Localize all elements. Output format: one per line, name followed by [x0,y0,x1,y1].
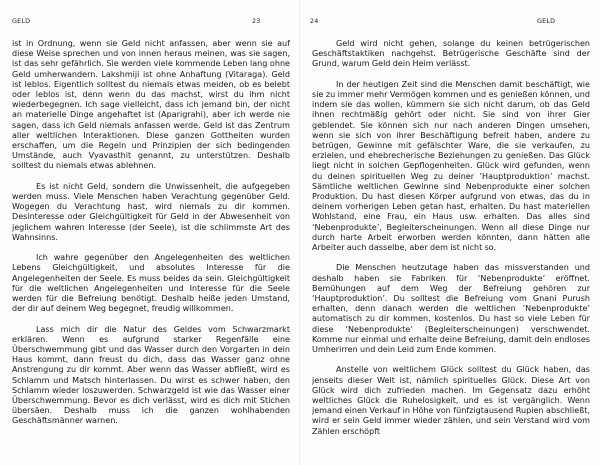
right-page-body [312,39,590,447]
paragraph: Lass mich dir die Natur des Geldes vom Schwarzmarkt erklären. Wenn es aufgrund starker Regenfälle eine Überschwemmung gibt und das Wasser durch den Vorgarten in dein Haus kommt, dann freust du dich, dass das Wasser ganz ohne Anstrengung zu dir kommt. Aber wenn das Wasser abfließt, wird es Schlamm und Matsch hinterlassen. Du wirst es schwer haben, den Schlamm wieder loszuwerden. Schwarzgeld ist wie das Wasser einer Überschwemmung. Bevor es dich verlässt, wird es dich mit Stichen übersäen. Deshalb muss ich die ganzen wohlhabenden Geschäftsmänner warnen. [12,324,290,426]
paragraph: Es ist nicht Geld, sondern die Unwissenheit, die aufgegeben werden muss. Viele Menschen haben Verachtung gegenüber Geld. Wogegen du Verachtung hast, wird niemals zu dir kommen. Desinteresse oder Gleichgültigkeit für Geld in der Abwesenheit von jeglichem wahren Interesse (der Seele), ist die schlimmste Art des Wahnsinns. [12,181,290,242]
left-running-header: GELD [12,17,31,25]
right-page [300,0,600,465]
paragraph: Anstelle von weltlichem Glück solltest du Glück haben, das jenseits dieser Welt ist, nämlich spirituelles Glück. Diese Art von Glück wird dich zufrieden machen. Im Gegensatz dazu erhöht weltliches Glück die Ruhelosigkeit, und es ist vergänglich. Wenn jemand einen Verkauf in Höhe von fünfzigtausend Rupien abschließt, wird er sein Geld immer wieder zählen, und sein Verstand wird vom Zählen erschöpft [312,365,590,436]
right-running-header: GELD [537,17,556,25]
left-page-body [12,39,290,437]
left-page-number: 23 [252,17,261,25]
paragraph: Geld wird nicht gehen, solange du keinen betrügerischen Geschäftstaktiken nachgehst. Betrügerische Geschäfte sind der Grund, warum Geld dein Heim verlässt. [312,39,590,69]
paragraph: Ich wahre gegenüber den Angelegenheiten des weltlichen Lebens Gleichgültigkeit, und absolutes Interesse für die Angelegenheiten der Seele. Es muss beides da sein. Gleichgültigkeit für die weltlichen Angelegenheiten und Interesse für die Seele werden für die Befreiung benötigt. Deshalb heiße jeden Umstand, der dir auf deinem Weg begegnet, freudig willkommen. [12,253,290,314]
paragraph: Die Menschen heutzutage haben das missverstanden und deshalb haben sie Fabriken für ‘Nebenprodukte’ eröffnet. Bemühungen auf dem Weg der Befreiung gehören zur ‘Hauptproduktion’. Du solltest die Befreiung vom Gnani Purush erhalten, denn danach werden die weltlichen ‘Nebenprodukte’ automatisch zu dir kommen, kostenlos. Du hast so viele Leben für diese ‘Nebenprodukte’ (Begleiterscheinungen) verschwendet. Komme nur einmal und erhalte deine Befreiung, damit dein endloses Umherirren und dein Leid zum Ende kommen. [312,263,590,355]
paragraph: ist in Ordnung, wenn sie Geld nicht anfassen, aber wenn sie auf diese Weise sprechen und von innen heraus meinen, was sie sagen, ist das sehr gefährlich. Sie werden viele kommende Leben lang ohne Geld umherwandern. Lakshmiji ist ohne Anhaftung (Vitaraga). Geld ist leblos. Eigentlich solltest du niemals etwas meiden, ob es belebt oder leblos ist, denn wenn du das machst, wirst du ihm nicht wiederbegegnen. Ich sage vielleicht, dass ich jemand bin, der nicht an materielle Dinge angehaftet ist (Aparigrahi), aber ich werde nie sagen, dass ich Geld niemals anfassen werde. Geld ist das Zentrum aller weltlichen Interaktionen. Diese ganzen Gottheiten wurden erschaffen, um die Regeln und Prinzipien der sich bedingenden Umstände, auch Vyavasthit genannt, zu unterstützen. Deshalb solltest du niemals etwas ablehnen. [12,39,290,171]
right-page-number: 24 [310,17,319,25]
paragraph: In der heutigen Zeit sind die Menschen damit beschäftigt, wie sie zu immer mehr Vermögen kommen und es genießen können, und indem sie das wollen, kümmern sie sich nicht darum, ob das Geld ihnen rechtmäßig gehört oder nicht. Sie sind von ihrer Gier geblendet. Sie können sich nur nach anderen Dingen umsehen, wenn sie sich von ihrer Beschäftigung befreit haben, andere zu betrügen, Gewinne mit gefälschter Ware, die sie verkaufen, zu erzielen, und ehebrecherische Beziehungen zu genießen. Das Glück liegt nicht in solchen Gepflogenheiten. Glück wird gefunden, wenn du deinen spirituellen Weg zu deiner ‘Hauptproduktion’ machst. Sämtliche weltlichen Gewinne sind Nebenprodukte einer solchen Produktion. Du hast diesen Körper aufgrund von etwas, das du in deinem vorherigen Leben getan hast, erhalten. Du hast materiellen Wohlstand, eine Frau, ein Haus usw. erhalten. Das alles sind ‘Nebenprodukte’, Begleiterscheinungen. Wenn all diese Dinge nur durch harte Arbeit erworben werden könnten, dann hätten alle Arbeiter auch dasselbe, aber dem ist nicht so. [312,79,590,253]
